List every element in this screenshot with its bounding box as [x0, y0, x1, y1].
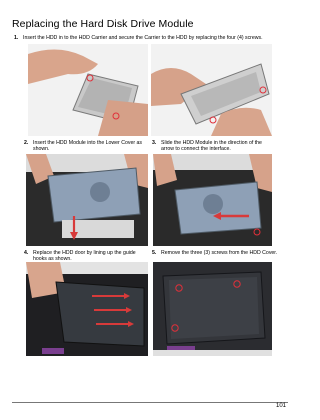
step-4: [24, 250, 150, 262]
step-4-number: 4.: [24, 250, 29, 256]
photo-insert-module: [26, 154, 148, 246]
step-1-number: 1.: [14, 35, 19, 41]
step-3: [152, 140, 276, 152]
photo-hdd-carrier-right: [151, 44, 272, 136]
step-1: [14, 35, 290, 41]
page-number: 101: [275, 403, 286, 409]
step-1-text: Insert the HDD in to the HDD Carrier and secure the Carrier to the HDD by replacing the four (4) screws.: [23, 35, 263, 41]
photo-hdd-door: [26, 262, 148, 356]
footer-divider: [12, 402, 288, 403]
step-3-text: Slide the HDD Module in the direction of the arrow to connect the interface.: [161, 140, 262, 153]
step-2: [24, 140, 142, 152]
page-title: Replacing the Hard Disk Drive Module: [12, 18, 194, 30]
step-2-number: 2.: [24, 140, 29, 146]
step-4-text: Replace the HDD door by lining up the guide hooks as shown.: [33, 250, 136, 263]
step-2-text: Insert the HDD Module into the Lower Cover as shown.: [33, 140, 142, 153]
photo-hdd-cover-screws: [153, 262, 272, 356]
photo-slide-module: [153, 154, 272, 246]
step-5-text: Remove the three (3) screws from the HDD Cover.: [161, 250, 278, 256]
photo-hdd-carrier-left: [28, 44, 148, 136]
step-3-number: 3.: [152, 140, 157, 146]
step-5-number: 5.: [152, 250, 157, 256]
step-5: [152, 250, 282, 256]
